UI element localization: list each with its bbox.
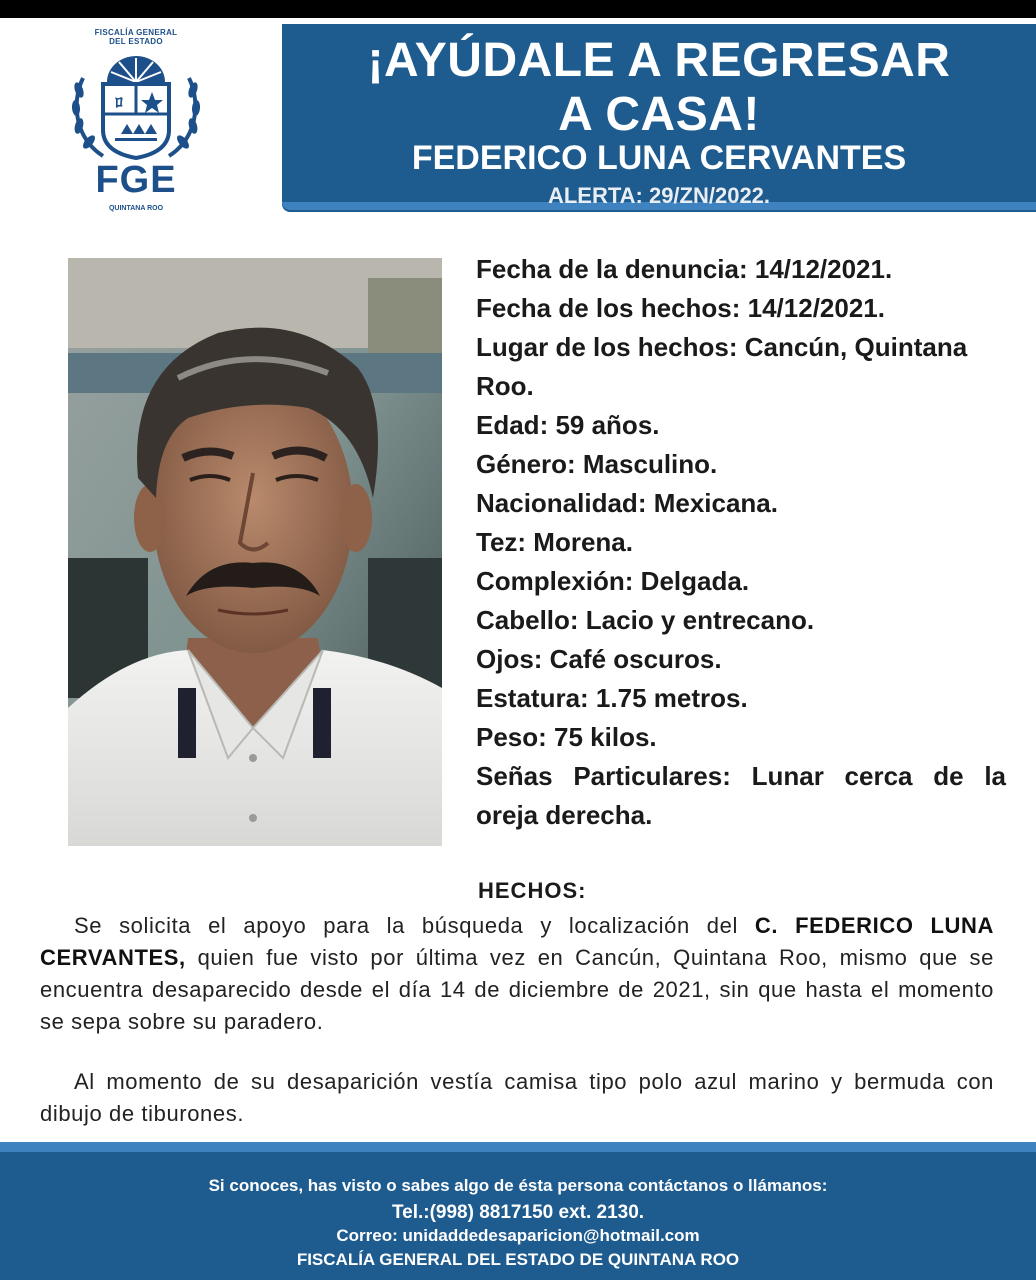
facts-p1-name: C. FEDERICO LUNA CERVANTES, bbox=[40, 913, 994, 970]
detail-distinguishing-marks: Señas Particulares: Lunar cerca de la oreja derecha. bbox=[476, 761, 1006, 830]
footer-stripe bbox=[0, 1142, 1036, 1152]
detail-event-date: Fecha de los hechos: 14/12/2021. bbox=[476, 293, 885, 323]
logo-state-text: QUINTANA ROO bbox=[108, 205, 164, 212]
svg-text:ﾛ: ﾛ bbox=[114, 93, 124, 112]
detail-hair: Cabello: Lacio y entrecano. bbox=[476, 605, 815, 635]
missing-person-poster bbox=[0, 18, 1036, 1280]
detail-report-date: Fecha de la denuncia: 14/12/2021. bbox=[476, 254, 893, 284]
facts-p1-after: quien fue visto por última vez en Cancún, Quintana Roo, mismo que se encuentra desaparecido desde el día 14 de diciembre de 2021, sin que hasta el momento se sepa sobre su paradero. bbox=[40, 945, 994, 1034]
headline-line-2: A CASA! bbox=[558, 88, 760, 141]
detail-eyes: Ojos: Café oscuros. bbox=[476, 644, 722, 674]
facts-p1-before: Se solicita el apoyo para la búsqueda y localización del bbox=[74, 913, 755, 938]
fge-logo bbox=[58, 24, 214, 224]
detail-place: Lugar de los hechos: Cancún, Quintana Roo. bbox=[476, 332, 968, 401]
detail-nationality: Nacionalidad: Mexicana. bbox=[476, 488, 778, 518]
detail-complexion-skin: Tez: Morena. bbox=[476, 527, 633, 557]
person-details-list bbox=[476, 250, 1006, 835]
detail-build: Complexión: Delgada. bbox=[476, 566, 750, 596]
facts-title: HECHOS: bbox=[478, 878, 587, 903]
coat-of-arms-icon bbox=[69, 48, 203, 164]
logo-agency-top bbox=[58, 28, 214, 46]
detail-height: Estatura: 1.75 metros. bbox=[476, 683, 748, 713]
footer-email: Correo: unidaddedesaparicion@hotmail.com bbox=[336, 1226, 700, 1245]
alert-number: ALERTA: 29/ZN/2022. bbox=[547, 183, 771, 208]
person-name: FEDERICO LUNA CERVANTES bbox=[411, 139, 907, 177]
footer-contact-prompt: Si conoces, has visto o sabes algo de ésta persona contáctanos o llámanos: bbox=[208, 1176, 828, 1195]
facts-paragraph-1 bbox=[40, 910, 994, 1038]
detail-weight: Peso: 75 kilos. bbox=[476, 722, 657, 752]
footer-agency: FISCALÍA GENERAL DEL ESTADO DE QUINTANA ROO bbox=[296, 1250, 740, 1269]
detail-age: Edad: 59 años. bbox=[476, 410, 660, 440]
logo-agency-line-2: DEL ESTADO bbox=[109, 37, 163, 46]
person-photo bbox=[68, 258, 442, 846]
facts-paragraph-2: Al momento de su desaparición vestía camisa tipo polo azul marino y bermuda con dibujo de tiburones. bbox=[40, 1069, 994, 1126]
logo-fge-text: FGE bbox=[95, 159, 177, 201]
footer-phone: Tel.:(998) 8817150 ext. 2130. bbox=[391, 1202, 645, 1223]
headline-line-1: ¡AYÚDALE A REGRESAR bbox=[367, 34, 951, 87]
logo-agency-line-1: FISCALÍA GENERAL bbox=[94, 28, 178, 37]
detail-gender: Género: Masculino. bbox=[476, 449, 718, 479]
